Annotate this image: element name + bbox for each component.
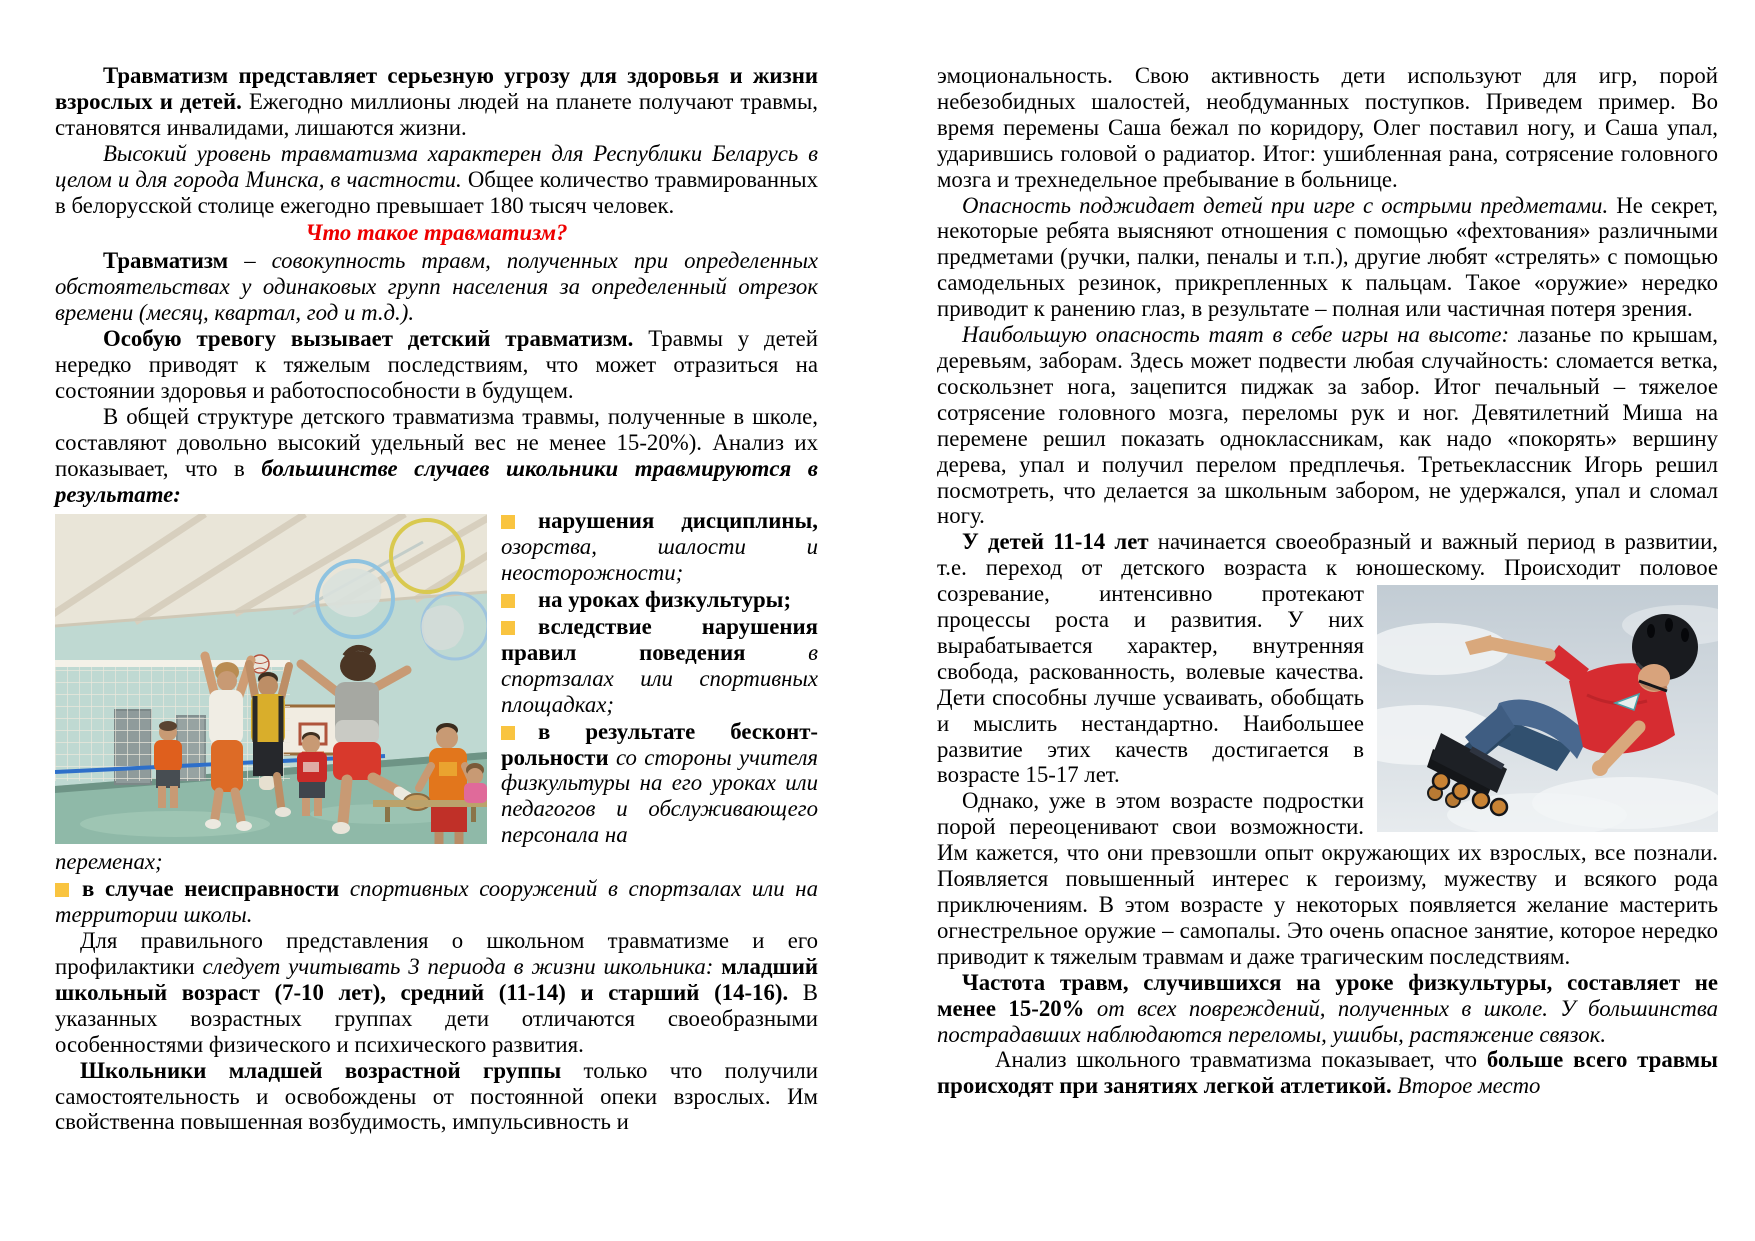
text-run: Ежегодно миллионы людей на планете получают травмы, становятся инвалидами, лишаются жизни.	[55, 88, 818, 140]
text-run-bold: Травматизм представляет серьезную угрозу для здоровья и жизни взрослых и детей.	[55, 63, 818, 114]
bullet-square-icon	[55, 883, 69, 897]
text-run: Для правильного представления о школьном травматизме и его профилактики	[55, 928, 818, 980]
text-run: Общее количество травмированных в белорусской столице ежегодно превышает 180 тысяч человек.	[55, 166, 818, 218]
text-run-bold: Школьники младшей возрастной группы	[80, 1057, 562, 1083]
paragraph	[937, 1047, 1718, 1099]
paragraph	[937, 63, 1718, 193]
text-run: Не секрет, некоторые ребята выясняют отношения с помощью «фехтования» различными предметами (ручки, палки, пеналы и т.п.), другие любят «стрелять» с помощью самодельных резинок, прикрепленных к пальцам. Такое «оружие» нередко приводит к ранению глаз, в результате – полная или частичная потеря зрения.	[937, 192, 1718, 322]
text-run-italic: Наибольшую опасность таят в себе игры на высоте:	[962, 322, 1510, 348]
text-run-italic: совокупность травм, полученных при определенных обстоятельствах у одинаковых групп населения за определенный отрезок времени (месяц, квартал, год и т.д.).	[55, 248, 818, 326]
text-run: Травмы у детей нередко приводят к тяжелым последствиям, что может отразиться на состоянии здоровья и работоспособности в будущем.	[55, 326, 819, 403]
text-run-italic: от всех повреждений, полученных в школе. У большинства пострадавших наблюдаются переломы, ушибы, растяжение связок.	[937, 995, 1719, 1047]
text-run-italic: со стороны учителя физкультуры на его уроках или педагогов и обслуживающего персонала на	[501, 744, 818, 848]
bullet-square-icon	[501, 621, 515, 635]
text-run-bold: Особую тревогу вызывает детский травматизм.	[103, 326, 634, 352]
paragraph	[55, 141, 818, 219]
text-run: Однако, уже в этом возрасте подростки порой переоценивают свои возможности. Им кажется, что они превзошли опыт окружающих их взрослых, все познали. Появляется повышенный интерес к героизму, мужеству и всякого рода приключениям. В этом возрасте у некоторых появляется желание мастерить огнестрельное оружие – самопалы. Это очень опасное занятие, которое нередко приводит к тяжелым травмам и даже трагическим последствиям.	[937, 788, 1718, 969]
paragraph	[55, 63, 818, 141]
left-column	[55, 63, 818, 1135]
paragraph	[55, 326, 818, 404]
paragraph	[55, 404, 818, 508]
volleyball-photo	[55, 514, 487, 844]
text-run-bold: У детей 11-14 лет	[962, 529, 1149, 555]
paragraph	[937, 970, 1718, 1048]
text-run: только что получили самостоятельность и освобождены от постоянной опеки взрослых. Им свойственна повышенная возбудимость, импульсивность и	[55, 1057, 818, 1135]
text-run-italic: Опасность поджидает детей при игре с острыми предметами.	[962, 192, 1609, 218]
text-run-bold: Травматизм	[103, 248, 229, 274]
paragraph	[937, 193, 1718, 323]
text-run-italic: Второе место	[1391, 1073, 1541, 1099]
text-run: Анализ школьного травматизма показывает, что	[995, 1047, 1487, 1073]
paragraph	[55, 928, 818, 1058]
bullet-square-icon	[501, 726, 515, 740]
text-run: лазанье по крышам, деревьям, заборам. Здесь может подвести любая случайность: сломается ветка, соскользнет нога, зацепится пиджак за забор. Итог печальный – тяжелое сотрясение головного мозга, переломы рук и ног. Девятилетний Миша на перемене решил показать одноклассникам, как надо «покорять» вершину дерева, упал и получил перелом предплечья. Третьеклассник Игорь решил посмотреть, что делается за школьным забором, не удержался, упал и сломал ногу.	[937, 322, 1719, 529]
bullet-square-icon	[501, 594, 515, 608]
text-run-bold: Частота травм, случившихся на уроке физкультуры, составляет не менее 15-20%	[937, 969, 1718, 1021]
text-run-bold: в случае неисправности	[82, 876, 350, 902]
paragraph	[937, 322, 1718, 529]
text-run-bold: на уроках физкультуры;	[538, 587, 792, 613]
text-run-bold: младший школьный возраст (7-10 лет), средний (11-14) и старший (14-16).	[55, 954, 819, 1005]
paragraph	[55, 1058, 818, 1136]
paragraph	[937, 529, 1718, 788]
text-run-italic: Высокий уровень травматизма характерен для Республики Беларусь в целом и для города Минска, в частности.	[55, 140, 818, 192]
text-run-italic: озорства, шалости и неосторожности;	[501, 534, 818, 586]
text-run-italic: в спортзалах или спортивных площадках;	[501, 639, 818, 717]
skater-photo	[1377, 585, 1718, 832]
bullet-item	[55, 876, 818, 928]
paragraph	[55, 248, 818, 326]
text-run-bold-italic: большинстве случаев школьники травмируются в результате:	[55, 455, 818, 507]
text-run-bold: вследствие нарушения правил поведения	[501, 614, 818, 665]
text-run-italic: спортивных сооружений в спортзалах или на территории школы.	[55, 876, 818, 928]
volleyball-photo-image	[55, 514, 487, 844]
text-run-bold: нарушения дисциплины,	[538, 508, 818, 534]
bullet-item-continuation: переменах;	[55, 849, 163, 875]
section-heading: Что такое травматизм?	[305, 220, 568, 246]
skater-photo-image	[1377, 585, 1718, 832]
text-run-bold: больше всего травмы происходят при занятиях легкой атлетикой.	[937, 1047, 1718, 1099]
right-column	[937, 63, 1718, 1099]
text-run: В указанных возрастных группах дети отличаются своеобразными особенностями физического и психического развития.	[55, 979, 819, 1057]
text-run: эмоциональность. Свою активность дети используют для игр, порой небезобидных шалостей, необдуманных поступков. Приведем пример. Во время перемены Саша бежал по коридору, Олег поставил ногу, и Саша упал, ударившись головой о радиатор. Итог: ушибленная рана, сотрясение головного мозга и трехнедельное пребывание в больнице.	[937, 63, 1718, 192]
text-run: –	[228, 248, 272, 274]
text-run-italic: следует учитывать 3 периода в жизни школьника:	[202, 954, 714, 980]
text-run: начинается своеобразный и важный период в развитии, т.е. переход от детского возраста к юношескому. Происходит	[937, 529, 1718, 581]
text-run: В общей структуре детского травматизма травмы, полученные в школе, составляют довольно высокий удельный вес не менее 15-20%). Анализ их показывает, что в	[55, 403, 818, 481]
bullet-square-icon	[501, 515, 515, 529]
text-run: половое созревание, интенсивно протекают процессы роста и развития. У них вырабатывается характер, внутренняя свобода, раскованность, волевые качества. Дети способны лучше усваивать, обобщать и мыслить нестандартно. Наибольшее развитие этих качеств достигается в возрасте 15-17 лет.	[937, 555, 1718, 788]
text-run-bold: в результате бесконт-рольности	[501, 718, 818, 770]
